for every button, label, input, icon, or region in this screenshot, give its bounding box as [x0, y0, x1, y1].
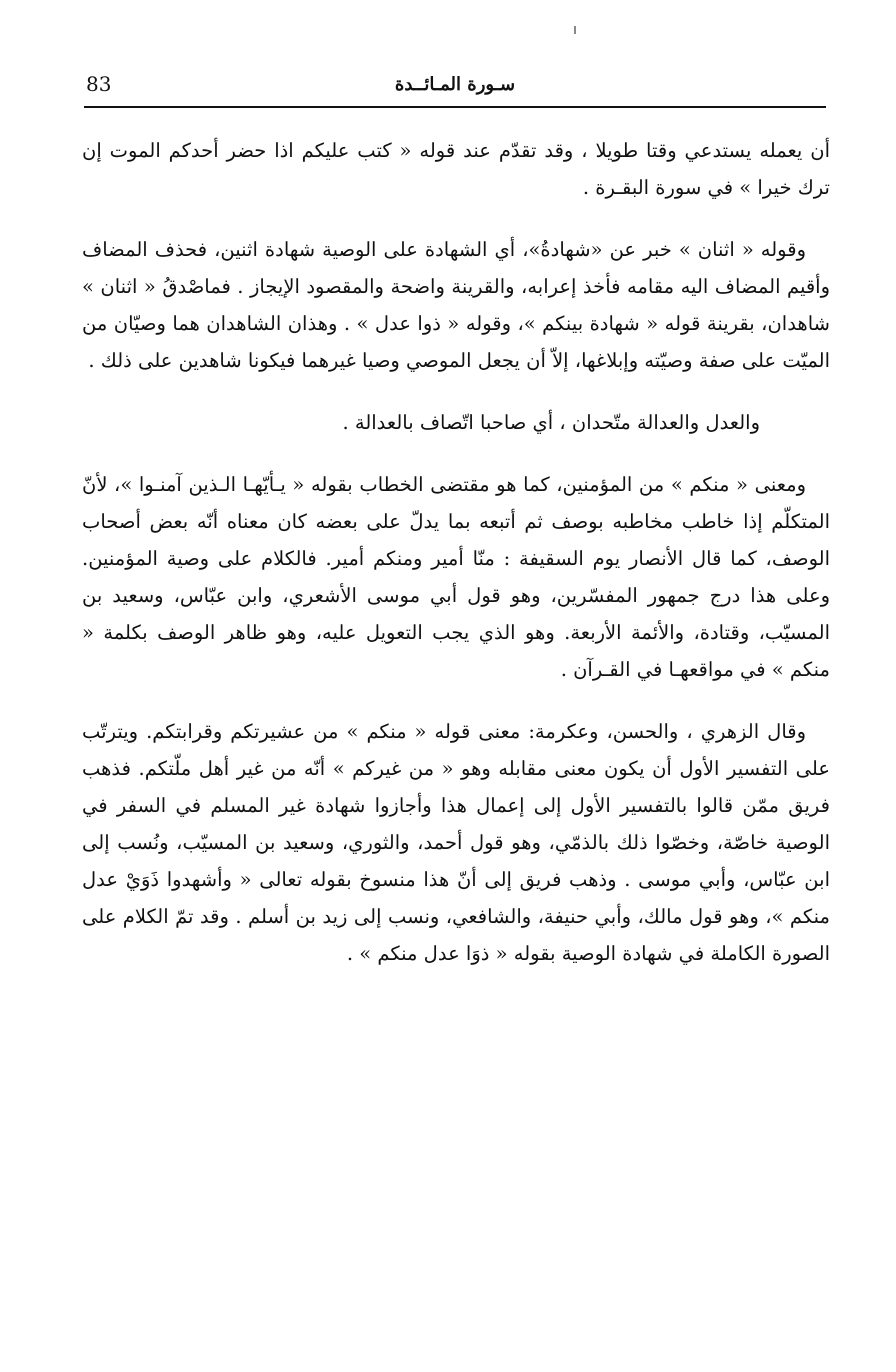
body-text: [82, 132, 830, 997]
paragraph: والعدل والعدالة متّحدان ، أي صاحبا اتّصاف بالعدالة .: [342, 411, 760, 434]
scan-mark: [574, 26, 576, 34]
page-number: 83: [86, 72, 112, 96]
paragraph: أن يعمله يستدعي وقتا طويلا ، وقد تقدّم عند قوله « كتب عليكم اذا حضر أحدكم الموت إن ترك خيرا » في سورة البقـرة .: [82, 139, 830, 199]
paragraph: وقوله « اثنان » خبر عن «شهادةُ»، أي الشهادة على الوصية شهادة اثنين، فحذف المضاف وأقيم المضاف اليه مقامه فأخذ إعرابه، والقرينة واضحة والمقصود الإيجاز . فماصْدقُ « اثنان » شاهدان، بقرينة قوله « شهادة بينكم »، وقوله « ذوا عدل » . وهذان الشاهدان هما وصيّان من الميّت على صفة وصيّته وإبلاغها، إلاّ أن يجعل الموصي وصيا غيرهما فيكونا شاهدين على ذلك .: [82, 238, 830, 372]
page-header: [84, 64, 826, 108]
paragraph: وقال الزهري ، والحسن، وعكرمة: معنى قوله « منكم » من عشيرتكم وقرابتكم. ويترتّب على التفسير الأول أن يكون معنى مقابله وهو « من غيركم » أنّه من غير أهل ملّتكم. فذهب فريق ممّن قالوا بالتفسير الأول إلى إعمال هذا وأجازوا شهادة غير المسلم في السفر في الوصية خاصّة، وخصّوا ذلك بالذمّي، وهو قول أحمد، والثوري، وسعيد بن المسيّب، ونُسب إلى ابن عبّاس، وأبي موسى . وذهب فريق إلى أنّ هذا منسوخ بقوله تعالى « وأشهدوا ذَوَيْ عدل منكم »، وهو قول مالك، وأبي حنيفة، والشافعي، ونسب إلى زيد بن أسلم . وقد تمّ الكلام على الصورة الكاملة في شهادة الوصية بقوله « ذوَا عدل منكم » .: [82, 720, 830, 965]
paragraph: ومعنى « منكم » من المؤمنين، كما هو مقتضى الخطاب بقوله « يـأيّهـا الـذين آمنـوا »، لأنّ المتكلّم إذا خاطب مخاطبه بوصف ثم أتبعه بما يدلّ على بعضه كان معناه أنّه بعض أصحاب الوصف، كما قال الأنصار يوم السقيفة : منّا أمير ومنكم أمير. فالكلام على وصية المؤمنين. وعلى هذا درج جمهور المفسّرين، وهو قول أبي موسى الأشعري، وابن عبّاس، وسعيد بن المسيّب، وقتادة، والأئمة الأربعة. وهو الذي يجب التعويل عليه، وهو ظاهر الوصف بكلمة « منكم » في مواقعهـا في القـرآن .: [82, 473, 830, 681]
running-title: سـورة المـائــدة: [394, 74, 516, 95]
